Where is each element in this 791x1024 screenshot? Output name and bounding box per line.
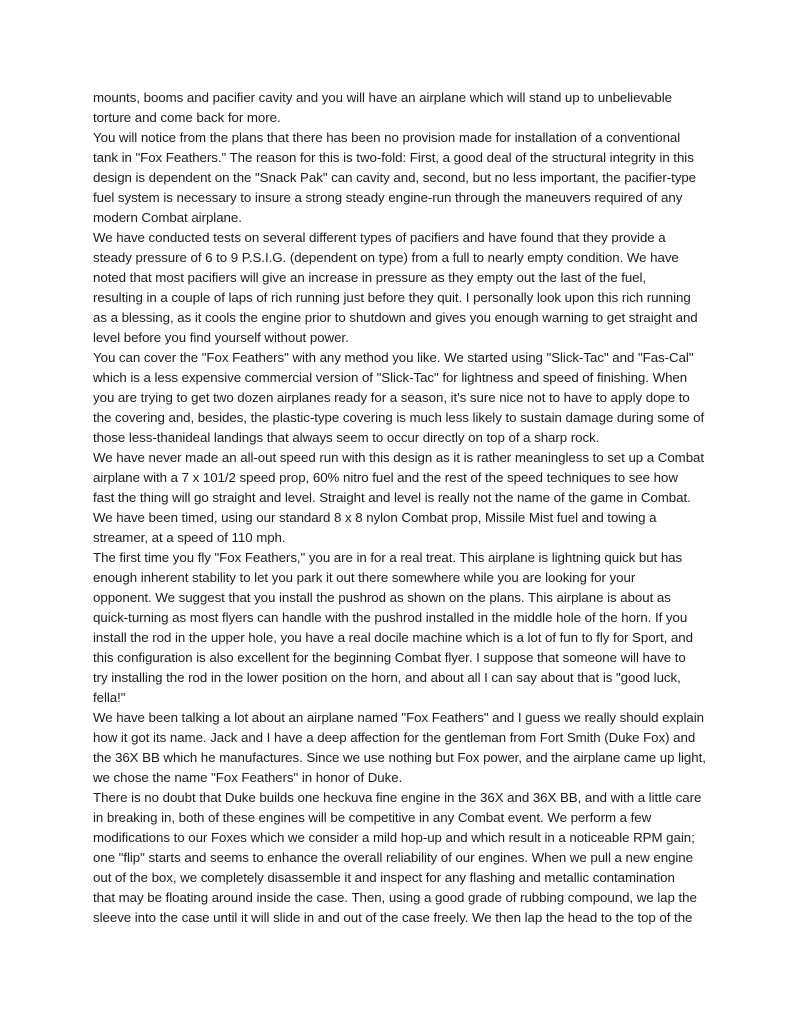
paragraph <box>93 128 709 228</box>
paragraph <box>93 548 709 708</box>
text-line: which is a less expensive commercial version of "Slick-Tac" for lightness and speed of finishing. When <box>93 370 688 385</box>
text-line: out of the box, we completely disassemble it and inspect for any flashing and metallic contamination <box>93 870 675 885</box>
paragraph <box>93 228 709 348</box>
text-line: You will notice from the plans that there has been no provision made for installation of a conventional <box>93 130 681 145</box>
paragraph <box>93 348 709 448</box>
text-line: fella!" <box>93 690 126 705</box>
text-line: the covering and, besides, the plastic-type covering is much less likely to sustain damage during some of <box>93 410 705 425</box>
paragraph <box>93 708 709 788</box>
text-line: those less-thanideal landings that always seem to occur directly on top of a sharp rock. <box>93 430 600 445</box>
document-text <box>93 88 709 928</box>
text-line: the 36X BB which he manufactures. Since we use nothing but Fox power, and the airplane came up light, <box>93 750 706 765</box>
text-line: enough inherent stability to let you park it out there somewhere while you are looking for your <box>93 570 636 585</box>
paragraph <box>93 88 709 128</box>
text-line: fuel system is necessary to insure a strong steady engine-run through the maneuvers required of any <box>93 190 683 205</box>
paragraph <box>93 448 709 548</box>
text-line: try installing the rod in the lower position on the horn, and about all I can say about that is "good luck, <box>93 670 681 685</box>
text-line: resulting in a couple of laps of rich running just before they quit. I personally look upon this rich running <box>93 290 691 305</box>
text-line: We have never made an all-out speed run with this design as it is rather meaningless to set up a Combat <box>93 450 705 465</box>
paragraph <box>93 788 709 928</box>
text-line: opponent. We suggest that you install the pushrod as shown on the plans. This airplane is about as <box>93 590 671 605</box>
text-line: this configuration is also excellent for the beginning Combat flyer. I suppose that someone will have to <box>93 650 686 665</box>
text-line: airplane with a 7 x 101/2 speed prop, 60% nitro fuel and the rest of the speed techniques to see how <box>93 470 678 485</box>
text-line: steady pressure of 6 to 9 P.S.I.G. (dependent on type) from a full to nearly empty condition. We have <box>93 250 679 265</box>
text-line: We have conducted tests on several different types of pacifiers and have found that they provide a <box>93 230 666 245</box>
text-line: We have been talking a lot about an airplane named "Fox Feathers" and I guess we really should explain <box>93 710 704 725</box>
text-line: There is no doubt that Duke builds one heckuva fine engine in the 36X and 36X BB, and with a little care <box>93 790 702 805</box>
text-line: fast the thing will go straight and level. Straight and level is really not the name of the game in Combat. <box>93 490 691 505</box>
text-line: The first time you fly "Fox Feathers," you are in for a real treat. This airplane is lightning quick but has <box>93 550 683 565</box>
text-line: tank in "Fox Feathers." The reason for this is two-fold: First, a good deal of the structural integrity in this <box>93 150 694 165</box>
text-line: how it got its name. Jack and I have a deep affection for the gentleman from Fort Smith (Duke Fox) and <box>93 730 696 745</box>
text-line: We have been timed, using our standard 8 x 8 nylon Combat prop, Missile Mist fuel and towing a <box>93 510 657 525</box>
text-line: install the rod in the upper hole, you have a real docile machine which is a lot of fun to fly for Sport, and <box>93 630 693 645</box>
text-line: noted that most pacifiers will give an increase in pressure as they empty out the last of the fuel, <box>93 270 647 285</box>
text-line: modern Combat airplane. <box>93 210 242 225</box>
text-line: sleeve into the case until it will slide in and out of the case freely. We then lap the head to the top of the <box>93 910 693 925</box>
text-line: streamer, at a speed of 110 mph. <box>93 530 286 545</box>
text-line: You can cover the "Fox Feathers" with any method you like. We started using "Slick-Tac" and "Fas-Cal" <box>93 350 694 365</box>
text-line: design is dependent on the "Snack Pak" can cavity and, second, but no less important, the pacifier-type <box>93 170 697 185</box>
text-line: that may be floating around inside the case. Then, using a good grade of rubbing compound, we lap the <box>93 890 697 905</box>
text-line: one "flip" starts and seems to enhance the overall reliability of our engines. When we pull a new engine <box>93 850 693 865</box>
text-line: level before you find yourself without power. <box>93 330 349 345</box>
text-line: in breaking in, both of these engines will be competitive in any Combat event. We perform a few <box>93 810 652 825</box>
text-line: modifications to our Foxes which we consider a mild hop-up and which result in a noticeable RPM gain; <box>93 830 695 845</box>
text-line: we chose the name "Fox Feathers" in honor of Duke. <box>93 770 403 785</box>
text-line: torture and come back for more. <box>93 110 281 125</box>
text-line: mounts, booms and pacifier cavity and you will have an airplane which will stand up to unbelievable <box>93 90 672 105</box>
text-line: quick-turning as most flyers can handle with the pushrod installed in the middle hole of the horn. If you <box>93 610 688 625</box>
text-line: as a blessing, as it cools the engine prior to shutdown and gives you enough warning to get straight and <box>93 310 698 325</box>
text-line: you are trying to get two dozen airplanes ready for a season, it's sure nice not to have to apply dope to <box>93 390 690 405</box>
